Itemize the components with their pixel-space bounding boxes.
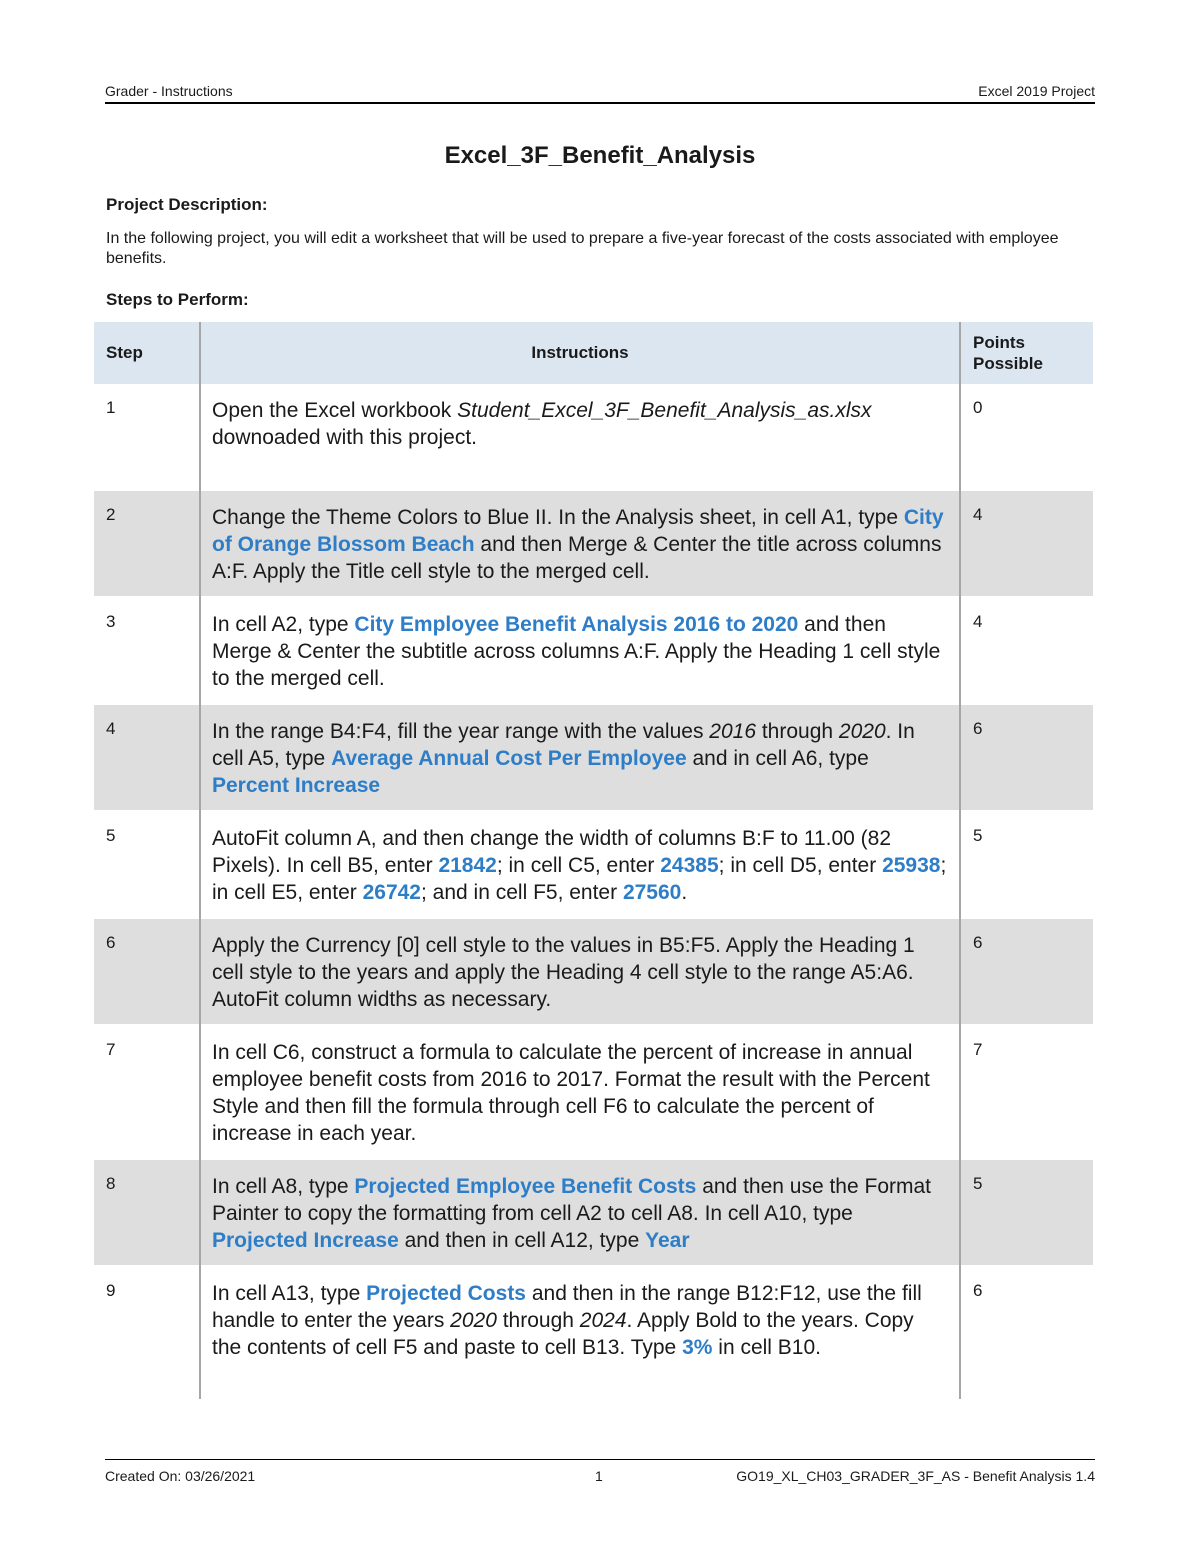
instruction-text: In cell A8, type <box>212 1175 355 1198</box>
step-instructions <box>200 919 960 1024</box>
project-description-label: Project Description: <box>106 195 268 214</box>
project-description-text: In the following project, you will edit a worksheet that will be used to prepare a five-year forecast of the costs associated with employee benefits. <box>106 230 1059 267</box>
typed-value: 25938 <box>882 854 941 877</box>
footer-created: Created On: 03/26/2021 <box>105 1468 256 1484</box>
step-number: 6 <box>94 919 200 1024</box>
step-instructions <box>200 384 960 489</box>
table-row <box>94 1267 1093 1399</box>
typed-value: Projected Costs <box>366 1282 526 1305</box>
table-row <box>94 1026 1093 1158</box>
typed-value: 27560 <box>622 881 682 904</box>
instruction-text: ; in cell E5, enter <box>212 854 947 904</box>
points-possible: 6 <box>960 705 1093 810</box>
points-possible: 6 <box>960 919 1093 1024</box>
footer-page-number: 1 <box>595 1468 603 1484</box>
points-possible: 4 <box>973 612 983 631</box>
steps-label: Steps to Perform: <box>106 290 249 309</box>
step-number: 7 <box>106 1040 116 1059</box>
instruction-text: and then use the Format Painter to copy the formatting from cell A2 to cell A8. In cell A10, type <box>212 1175 931 1225</box>
instruction-text: Change the Theme Colors to Blue II. In the Analysis sheet, in cell A1, type <box>212 506 904 529</box>
instruction-text: and in cell A6, type <box>686 747 869 770</box>
typed-value: Year <box>645 1229 690 1252</box>
typed-value: 24385 <box>660 854 719 877</box>
instruction-text: . Apply Bold to the years. Copy the contents of cell F5 and paste to cell B13. Type <box>212 1309 914 1359</box>
step-number: 9 <box>106 1281 116 1300</box>
instruction-text: through <box>756 720 839 743</box>
italic-text: Student_Excel_3F_Benefit_Analysis_as.xlsx <box>457 399 872 422</box>
table-row <box>94 705 1093 810</box>
instruction-text: through <box>496 1309 580 1332</box>
instruction-text: . In cell A5, type <box>212 720 915 770</box>
instruction-text: ; in cell C5, enter <box>496 854 661 877</box>
points-possible: 6 <box>973 1281 983 1300</box>
instruction-text: ; in cell D5, enter <box>718 854 883 877</box>
header-step: Step <box>94 322 200 384</box>
step-number: 3 <box>106 612 116 631</box>
instruction-text: and then in cell A12, type <box>398 1229 646 1252</box>
points-possible: 0 <box>973 398 983 417</box>
header-points: Points Possible <box>960 322 1093 384</box>
italic-text: 2020 <box>450 1309 497 1332</box>
step-instructions <box>200 705 960 810</box>
step-number: 1 <box>106 398 116 417</box>
steps-table <box>94 322 1093 1399</box>
instruction-text: Open the Excel workbook <box>212 399 458 422</box>
step-number: 5 <box>106 826 116 845</box>
step-number: 8 <box>94 1160 200 1265</box>
typed-value: 26742 <box>362 881 421 904</box>
header-left: Grader - Instructions <box>105 83 233 99</box>
typed-value: Projected Employee Benefit Costs <box>354 1175 697 1198</box>
step-instructions <box>200 598 960 703</box>
instruction-text: In cell A2, type <box>212 613 355 636</box>
instruction-text: Apply the Currency [0] cell style to the values in B5:F5. Apply the Heading 1 cell style to the years and apply the Heading 4 cell style to the range A5:A6. AutoFit column widths as necessary. <box>212 934 915 1011</box>
typed-value: Projected Increase <box>212 1229 399 1252</box>
instruction-text: downoaded with this project. <box>212 426 477 449</box>
table-row <box>94 491 1093 596</box>
document-title: Excel_3F_Benefit_Analysis <box>444 142 756 169</box>
step-instructions <box>200 812 960 917</box>
table-row <box>94 1160 1093 1265</box>
instruction-text: In the range B4:F4, fill the year range with the values <box>212 720 710 743</box>
footer-doc-id: GO19_XL_CH03_GRADER_3F_AS - Benefit Analysis 1.4 <box>736 1468 1095 1484</box>
italic-text: 2016 <box>709 720 757 743</box>
instruction-text: AutoFit column A, and then change the width of columns B:F to 11.00 (82 Pixels). In cell B5, enter <box>212 827 892 877</box>
instruction-text: and then Merge & Center the title across columns A:F. Apply the Title cell style to the merged cell. <box>212 533 942 583</box>
typed-value: 3% <box>682 1336 713 1359</box>
table-row <box>94 919 1093 1024</box>
instruction-text: ; and in cell F5, enter <box>421 881 623 904</box>
instruction-text: . <box>681 881 688 904</box>
italic-text: 2024 <box>579 1309 627 1332</box>
typed-value: 21842 <box>438 854 497 877</box>
step-number: 4 <box>94 705 200 810</box>
step-instructions <box>200 1026 960 1158</box>
instruction-text: and then in the range B12:F12, use the fill handle to enter the years <box>212 1282 922 1332</box>
points-possible: 5 <box>960 1160 1093 1265</box>
step-number: 2 <box>94 491 200 596</box>
table-header-row <box>94 322 1093 384</box>
header-right: Excel 2019 Project <box>978 83 1095 99</box>
page-header <box>105 82 1095 104</box>
instruction-text: In cell C6, construct a formula to calculate the percent of increase in annual employee benefit costs from 2016 to 2017. Format the result with the Percent Style and then fill the formula through cell F6 to calculate the percent of increase in each year. <box>212 1041 930 1145</box>
table-row <box>94 384 1093 489</box>
instruction-text: in cell B10. <box>712 1336 821 1359</box>
points-possible: 5 <box>973 826 983 845</box>
page-footer <box>105 1459 1095 1490</box>
header-instructions: Instructions <box>200 322 960 384</box>
step-instructions <box>200 1267 960 1399</box>
typed-value: Average Annual Cost Per Employee <box>331 747 687 770</box>
points-possible: 7 <box>973 1040 983 1059</box>
instruction-text: In cell A13, type <box>212 1282 367 1305</box>
typed-value: City Employee Benefit Analysis 2016 to 2020 <box>354 613 799 636</box>
table-row <box>94 812 1093 917</box>
points-possible: 4 <box>960 491 1093 596</box>
table-row <box>94 598 1093 703</box>
instruction-text: and then Merge & Center the subtitle across columns A:F. Apply the Heading 1 cell style to the merged cell. <box>212 613 941 690</box>
step-instructions <box>200 491 960 596</box>
italic-text: 2020 <box>838 720 886 743</box>
step-instructions <box>200 1160 960 1265</box>
typed-value: City of Orange Blossom Beach <box>212 506 944 556</box>
typed-value: Percent Increase <box>212 774 381 797</box>
